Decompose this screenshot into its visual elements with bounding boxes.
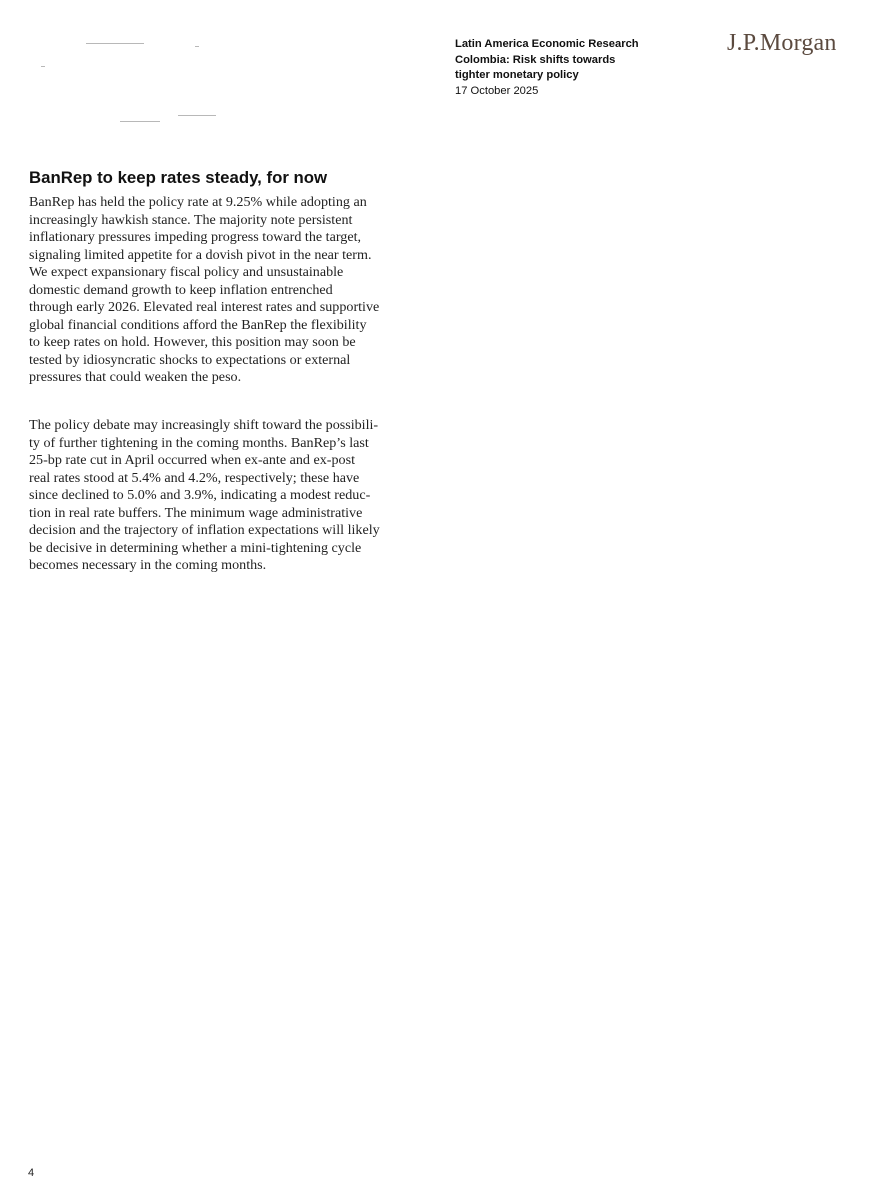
- report-date: 17 October 2025: [455, 84, 539, 97]
- scan-artifact: [41, 66, 45, 67]
- scan-artifact: [195, 46, 199, 47]
- body-paragraph-1: BanRep has held the policy rate at 9.25% while adopting an increasingly hawkish stance. The majority note persistent inflationary pressures impeding progress toward the target, signaling limited appetite for a dovish pivot in the near term. We expect expansionary fiscal policy and unsustainable domestic demand growth to keep inflation entrenched through early 2026. Elevated real interest rates and supportive global financial conditions afford the BanRep the flexibility to keep rates on hold. However, this position may soon be tested by idiosyncratic shocks to expectations or external pressures that could weaken the peso.: [29, 194, 380, 385]
- jpmorgan-logo: J.P.Morgan: [727, 30, 837, 56]
- body-paragraph-2: The policy debate may increasingly shift toward the possibili- ty of further tightening in the coming months. BanRep’s last 25-bp rate cut in April occurred when ex-ante and ex-post real rates stood at 5.4% and 4.2%, respectively; these have since declined to 5.0% and 3.9%, indicating a modest reduc- tion in real rate buffers. The minimum wage administrative decision and the trajectory of inflation expectations will likely be decisive in determining whether a mini-tightening cycle becomes necessary in the coming months.: [29, 417, 380, 573]
- scan-artifact: [120, 121, 160, 122]
- scan-artifact: [86, 43, 144, 44]
- report-header: [455, 37, 695, 99]
- page-number: 4: [28, 1167, 35, 1179]
- scan-artifact: [178, 115, 216, 116]
- report-title: Colombia: Risk shifts towards tighter monetary policy: [455, 53, 616, 82]
- section-title: BanRep to keep rates steady, for now: [29, 168, 328, 187]
- department-label: Latin America Economic Research: [455, 38, 639, 50]
